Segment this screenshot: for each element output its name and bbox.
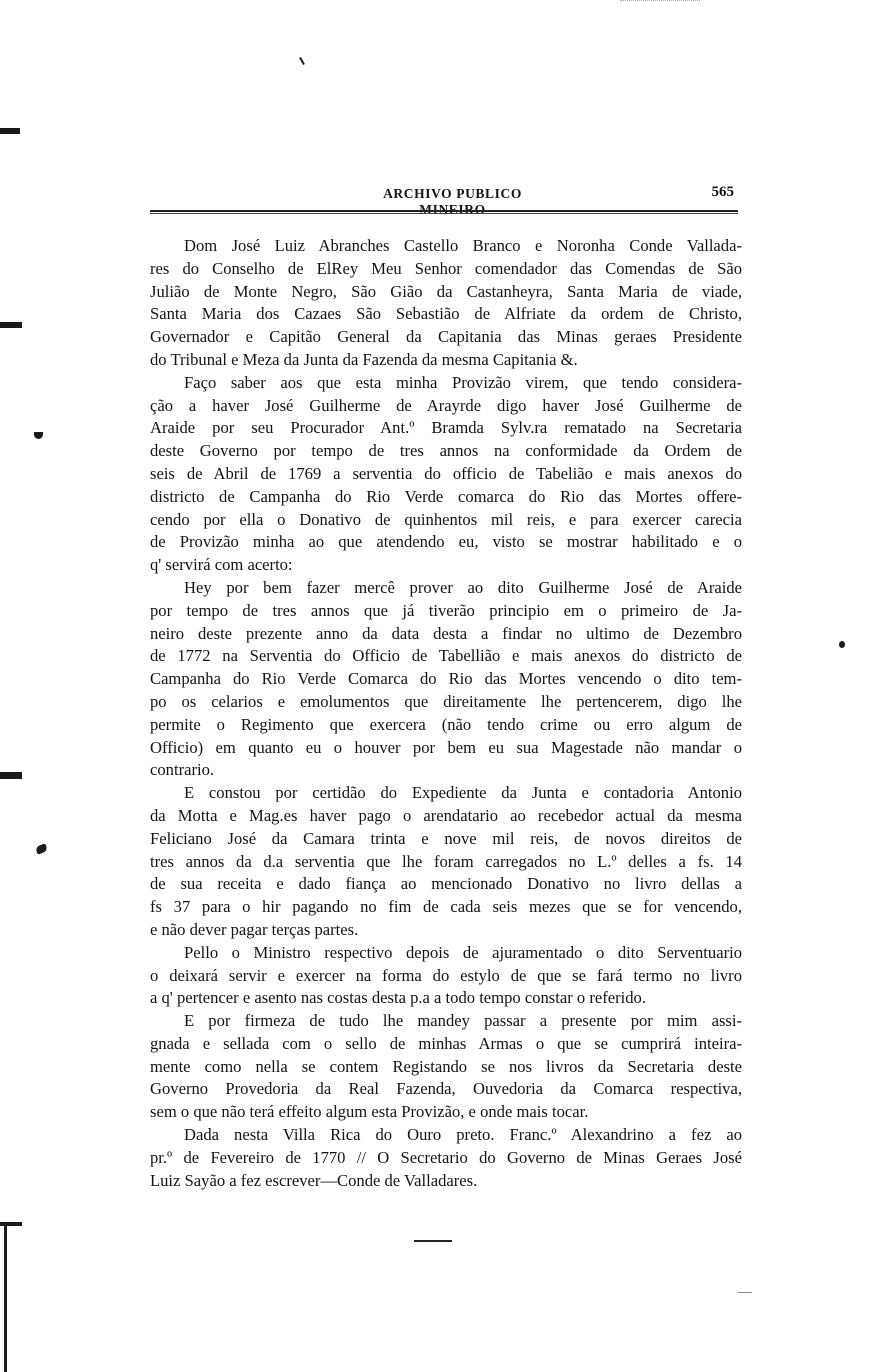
page-number: 565 [711, 184, 734, 200]
text-line: sem o que não terá effeito algum esta Provizão, e onde mais tocar. [150, 1102, 589, 1122]
text-line: Faço saber aos que esta minha Provizão virem, que tendo considera- [184, 372, 742, 392]
text-line: Campanha do Rio Verde Comarca do Rio das Mortes vencendo o dito tem- [150, 669, 742, 689]
scan-margin-mark [4, 1222, 7, 1372]
text-line: tres annos da d.a serventia que lhe foram carregados no L.º delles a fs. 14 [150, 851, 742, 871]
text-line: Governador e Capitão General da Capitania das Minas geraes Presidente [150, 327, 742, 347]
closing-rule [414, 1240, 452, 1242]
paragraph [150, 1124, 742, 1192]
body-text [150, 235, 742, 1192]
text-line: Hey por bem fazer mercê prover ao dito Guilherme José de Araide [184, 577, 742, 597]
paragraph [150, 372, 742, 577]
paragraph [150, 577, 742, 782]
text-line: a q' pertencer e asento nas costas desta p.a a todo tempo constar o referido. [150, 988, 646, 1008]
text-line: permite o Regimento que exercera (não tendo crime ou erro algum de [150, 714, 742, 734]
scan-mark [299, 57, 305, 65]
scan-margin-mark [0, 128, 20, 134]
text-line: de 1772 na Serventia do Officio de Tabellião e mais anexos do districto de [150, 646, 742, 666]
text-line: mente como nella se contem Registando se nos livros da Secretaria deste [150, 1056, 742, 1076]
text-line: fs 37 para o hir pagando no fim de cada seis mezes que se for vencendo, [150, 897, 742, 917]
text-line: de sua receita e dado fiança ao mencionado Donativo no livro dellas a [150, 874, 742, 894]
scan-margin-mark [0, 772, 22, 779]
paragraph [150, 782, 742, 942]
text-line: pr.º de Fevereiro de 1770 // O Secretario do Governo de Minas Geraes José [150, 1147, 742, 1167]
paragraph [150, 942, 742, 1010]
text-line: Dom José Luiz Abranches Castello Branco e Noronha Conde Vallada- [184, 236, 742, 255]
text-line: e não dever pagar terças partes. [150, 919, 359, 939]
text-line: Governo Provedoria da Real Fazenda, Ouvedoria da Comarca respectiva, [150, 1079, 742, 1099]
text-line: Pello o Ministro respectivo depois de ajuramentado o dito Serventuario [184, 942, 742, 962]
scan-margin-mark [35, 843, 48, 854]
text-line: de Provizão minha ao que atendendo eu, visto se mostrar habilitado e o [150, 532, 742, 552]
text-line: por tempo de tres annos que já tiverão principio em o primeiro de Ja- [150, 600, 742, 620]
text-line: contrario. [150, 760, 215, 780]
running-head [150, 184, 738, 217]
scan-margin-mark [0, 322, 22, 328]
text-line: Julião de Monte Negro, São Gião da Castanheyra, Santa Maria de viade, [150, 281, 742, 301]
text-line: Araide por seu Procurador Ant.º Bramda Sylv.ra rematado na Secretaria [150, 418, 742, 438]
text-line: E por firmeza de tudo lhe mandey passar a presente por mim assi- [184, 1011, 742, 1031]
text-line: gnada e sellada com o sello de minhas Armas o que se cumprirá inteira- [150, 1033, 742, 1053]
text-line: cendo por ella o Donativo de quinhentos mil reis, e para exercer carecia [150, 509, 742, 529]
text-line: Luiz Sayão a fez escrever—Conde de Valladares. [150, 1170, 478, 1190]
text-line: Dada nesta Villa Rica do Ouro preto. Franc.º Alexandrino a fez ao [184, 1125, 742, 1145]
text-line: Officio) em quanto eu o houver por bem eu sua Magestade não mandar o [150, 737, 742, 757]
scan-margin-mark [34, 432, 43, 439]
text-line: Santa Maria dos Cazaes São Sebastião de Alfriate da ordem de Christo, [150, 304, 742, 324]
text-line: neiro deste prezente anno da data desta a findar no ultimo de Dezembro [150, 623, 742, 643]
text-line: da Motta e Mag.es haver pago o arendatario ao recebedor actual da mesma [150, 805, 742, 825]
text-line: E constou por certidão do Expediente da Junta e contadoria Antonio [184, 783, 742, 803]
scan-speckle [620, 0, 700, 4]
journal-title: ARCHIVO PUBLICO MINEIRO [383, 186, 522, 217]
header-rule [150, 210, 738, 214]
text-line: q' servirá com acerto: [150, 555, 293, 575]
text-line: deste Governo por tempo de tres annos na conformidade da Ordem de [150, 441, 742, 461]
text-line: seis de Abril de 1769 a serventia do officio de Tabelião e mais anexos do [150, 463, 742, 483]
paragraph [150, 235, 742, 372]
text-line: ção a haver José Guilherme de Arayrde digo haver José Guilherme de [150, 395, 742, 415]
text-line: districto de Campanha do Rio Verde comarca do Rio das Mortes offere- [150, 486, 742, 506]
text-line: do Tribunal e Meza da Junta da Fazenda da mesma Capitania &. [150, 349, 578, 369]
paragraph [150, 1010, 742, 1124]
scan-speckle [738, 1292, 752, 1293]
ink-dot [839, 641, 845, 648]
text-line: Feliciano José da Camara trinta e nove mil reis, de novos direitos de [150, 828, 742, 848]
text-line: o deixará servir e exercer na forma do estylo de que se fará termo no livro [150, 965, 742, 985]
text-line: res do Conselho de ElRey Meu Senhor comendador das Comendas de São [150, 258, 742, 278]
text-line: po os celarios e emolumentos que direitamente lhe pertencerem, digo lhe [150, 691, 742, 711]
